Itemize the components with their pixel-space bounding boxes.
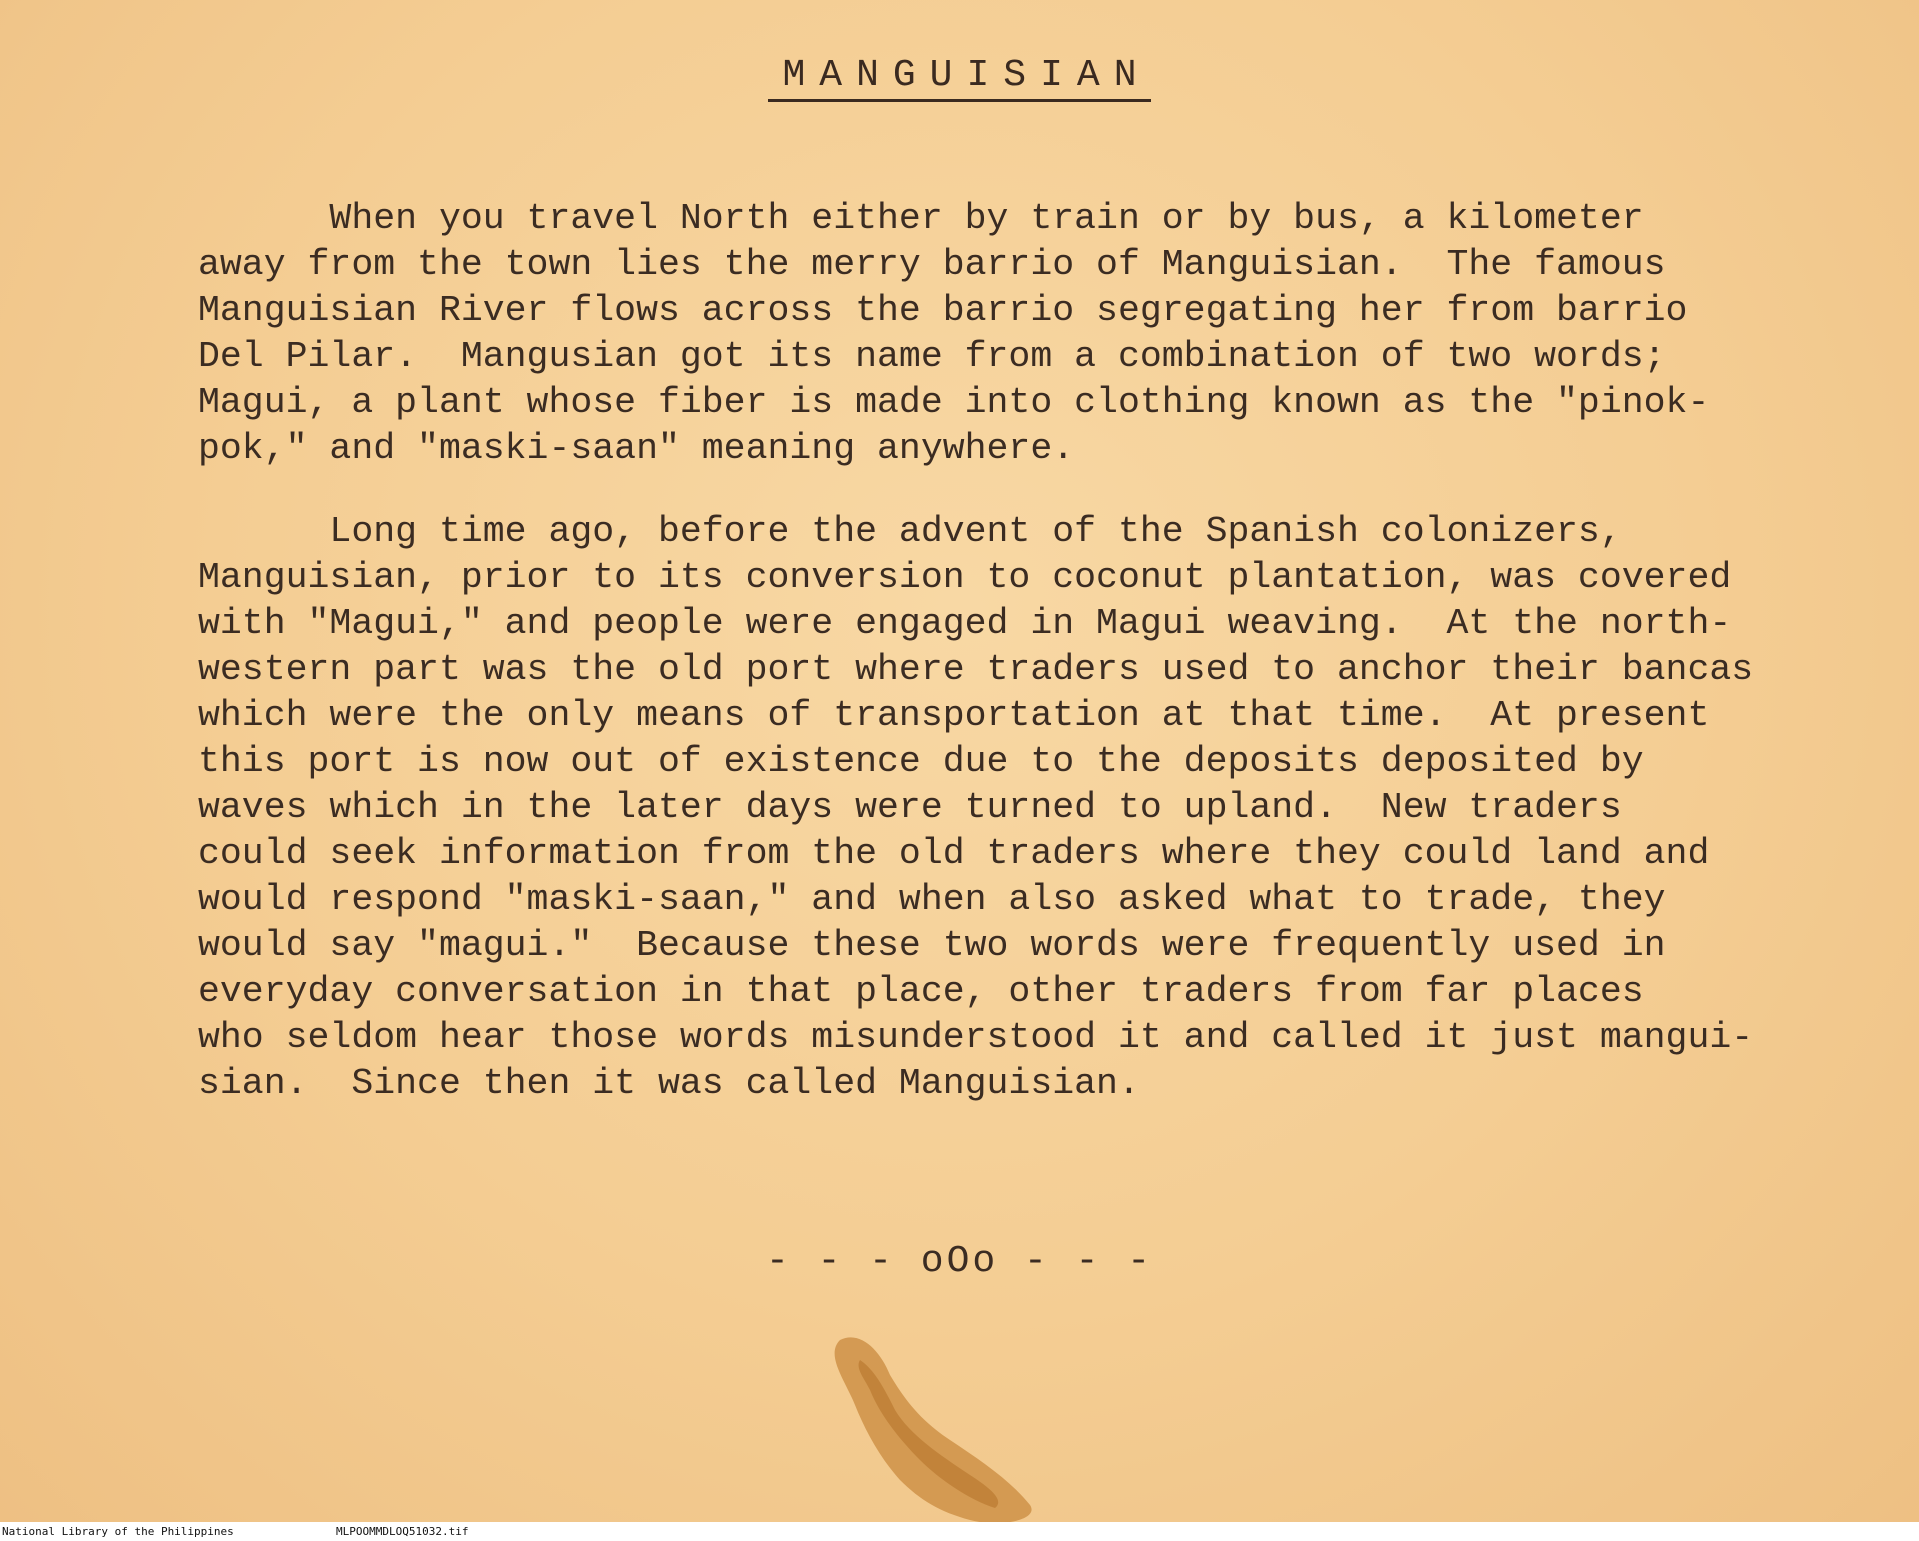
text-line: Long time ago, before the advent of the Spanish colonizers, bbox=[198, 511, 1622, 552]
page-title bbox=[0, 54, 1919, 97]
footer-file-name: MLPOOMMDLOQ51032.tif bbox=[336, 1525, 469, 1538]
text-line: would say "magui." Because these two words were frequently used in bbox=[198, 925, 1666, 966]
text-line: waves which in the later days were turned to upland. New traders bbox=[198, 787, 1622, 828]
text-line: When you travel North either by train or by bus, a kilometer bbox=[198, 198, 1644, 239]
text-line: Del Pilar. Mangusian got its name from a combination of two words; bbox=[198, 336, 1666, 377]
text-line: who seldom hear those words misunderstood it and called it just mangui- bbox=[198, 1017, 1754, 1058]
text-line: could seek information from the old traders where they could land and bbox=[198, 833, 1710, 874]
text-line: with "Magui," and people were engaged in Magui weaving. At the north- bbox=[198, 603, 1732, 644]
text-line: everyday conversation in that place, other traders from far places bbox=[198, 971, 1644, 1012]
text-line: away from the town lies the merry barrio of Manguisian. The famous bbox=[198, 244, 1666, 285]
text-line: pok," and "maski-saan" meaning anywhere. bbox=[198, 428, 1075, 469]
text-line: would respond "maski-saan," and when also asked what to trade, they bbox=[198, 879, 1666, 920]
text-line: Manguisian, prior to its conversion to coconut plantation, was covered bbox=[198, 557, 1732, 598]
text-line: which were the only means of transportation at that time. At present bbox=[198, 695, 1710, 736]
scan-footer bbox=[0, 1522, 1919, 1541]
paragraph-1 bbox=[198, 196, 1848, 472]
page-title-text: MANGUISIAN bbox=[768, 54, 1150, 102]
text-line: this port is now out of existence due to the deposits deposited by bbox=[198, 741, 1644, 782]
end-mark: - - - oOo - - - bbox=[765, 1240, 1154, 1283]
text-line: Magui, a plant whose fiber is made into clothing known as the "pinok- bbox=[198, 382, 1710, 423]
paragraph-gap bbox=[198, 472, 1848, 509]
footer-institution: National Library of the Philippines bbox=[2, 1525, 234, 1538]
text-line: western part was the old port where traders used to anchor their bancas bbox=[198, 649, 1754, 690]
ink-stain bbox=[820, 1330, 1050, 1522]
paragraph-2 bbox=[198, 509, 1848, 1107]
text-line: sian. Since then it was called Manguisian. bbox=[198, 1063, 1140, 1104]
document-body bbox=[198, 196, 1848, 1107]
text-line: Manguisian River flows across the barrio segregating her from barrio bbox=[198, 290, 1688, 331]
